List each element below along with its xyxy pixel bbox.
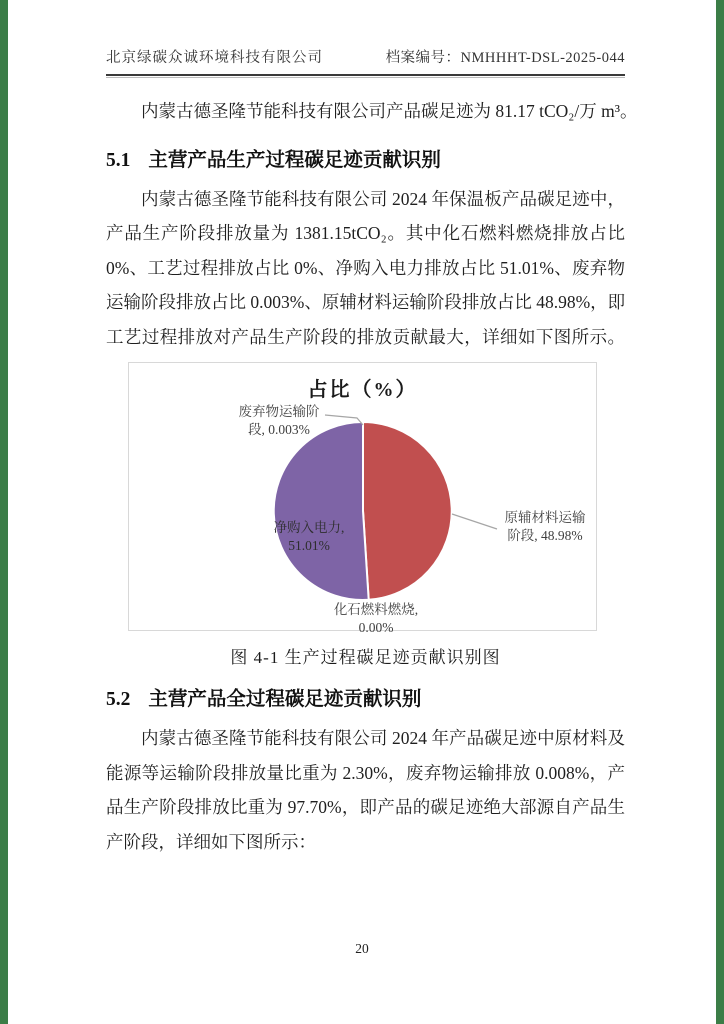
- page-border-right: [716, 0, 724, 1024]
- section-number: 5.1: [106, 149, 131, 171]
- section-5-2-heading: [106, 686, 625, 713]
- paragraph-line: 内蒙古德圣隆节能科技有限公司 2024 年保温板产品碳足迹中，: [141, 188, 625, 209]
- paragraph-line: 0%、工艺过程排放占比 0%、净购入电力排放占比 51.01%、废弃物: [106, 257, 625, 278]
- pie-label-purchased-electricity: [259, 519, 359, 554]
- section-title: 主营产品全过程碳足迹贡献识别: [148, 689, 422, 710]
- figure-caption: 图 4-1 生产过程碳足迹贡献识别图: [230, 648, 501, 667]
- header-rule-thin: [106, 77, 625, 78]
- header-company-name: 北京绿碳众诚环境科技有限公司: [106, 50, 323, 66]
- page-header: [106, 0, 625, 78]
- chart-title: 占比（%）: [307, 379, 418, 401]
- header-rule-thick: [106, 74, 625, 76]
- pie-label-line: 原辅材料运输: [504, 510, 586, 525]
- page-border-left: [0, 0, 8, 1024]
- pie-label-line: 阶段, 48.98%: [507, 527, 583, 543]
- pie-label-fossil-fuel: [326, 601, 426, 636]
- pie-label-line: 51.01%: [288, 537, 330, 553]
- pie-label-waste-transport: [219, 403, 339, 438]
- section-5-1-heading: [106, 147, 625, 174]
- section-5-2-paragraph: [106, 721, 625, 859]
- header-archive-number: 档案编号：NMHHHT-DSL-2025-044: [385, 50, 625, 66]
- section-5-1-paragraph: [106, 182, 625, 355]
- paragraph-line: 内蒙古德圣隆节能科技有限公司产品碳足迹为 81.17 tCO₂/万 m³。: [141, 101, 638, 121]
- page-content: [106, 0, 638, 859]
- pie-label-line: 0.00%: [358, 619, 394, 635]
- pie-label-line: 净购入电力,: [273, 520, 345, 535]
- paragraph-line: 工艺过程排放对产品生产阶段的排放贡献最大，详细如下图所示。: [106, 326, 625, 347]
- paragraph-line: 运输阶段排放占比 0.003%、原辅材料运输阶段排放占比 48.98%，即: [106, 292, 626, 312]
- section-number: 5.2: [106, 689, 131, 710]
- pie-chart: [129, 363, 596, 630]
- leader-line-raw-materials: [452, 514, 497, 529]
- paragraph-line: 品生产阶段排放比重为 97.70%，即产品的碳足迹绝大部源自产品生: [106, 797, 625, 817]
- intro-paragraph: [106, 94, 638, 129]
- pie-slice-raw-materials-transport: [363, 422, 452, 600]
- pie-chart-figure: [128, 362, 597, 635]
- pie-label-line: 化石燃料燃烧,: [333, 602, 419, 617]
- paragraph-line: 内蒙古德圣隆节能科技有限公司 2024 年产品碳足迹中原材料及: [141, 728, 625, 748]
- paragraph-line: 产阶段，详细如下图所示：: [106, 831, 316, 852]
- section-title: 主营产品生产过程碳足迹贡献识别: [148, 149, 441, 171]
- pie-label-raw-materials: [497, 509, 593, 544]
- pie-label-line: 段, 0.003%: [248, 421, 310, 437]
- paragraph-line: 产品生产阶段排放量为 1381.15tCO₂。其中化石燃料燃烧排放占比: [106, 223, 625, 243]
- page-number: 20: [355, 941, 369, 956]
- paragraph-line: 能源等运输阶段排放量比重为 2.30%，废弃物运输排放 0.008%，产: [106, 762, 625, 783]
- pie-label-line: 废弃物运输阶: [238, 404, 320, 419]
- pie-slice-purchased-electricity: [274, 422, 369, 600]
